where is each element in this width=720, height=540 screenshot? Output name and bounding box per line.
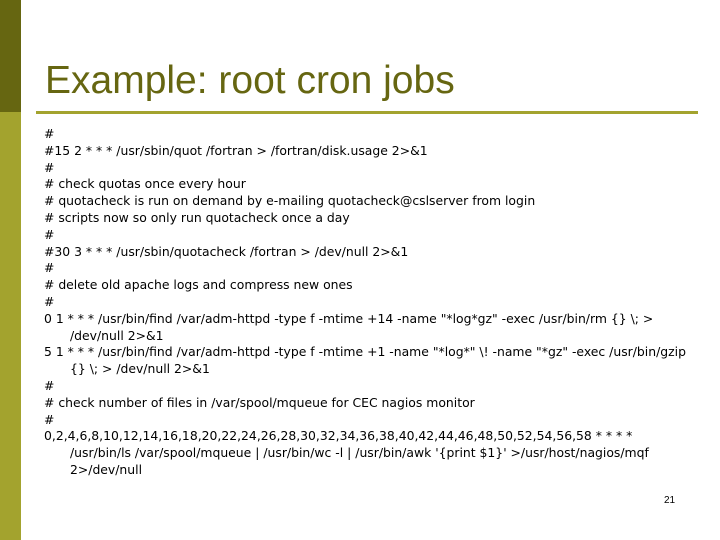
crontab-line: 0,2,4,6,8,10,12,14,16,18,20,22,24,26,28,30,32,34,36,38,40,42,44,46,48,50,52,54,56,58 * * * * /usr/bin/ls /var/spool/mqueue | /usr/bin/wc -l | /usr/bin/awk '{print $1}' >/usr/host/nagios/mqf 2>/dev/null <box>44 428 649 477</box>
sidebar-dark-segment <box>0 0 21 112</box>
crontab-line: # <box>44 411 55 427</box>
slide-title: Example: root cron jobs <box>45 59 455 102</box>
crontab-line: # <box>44 260 55 276</box>
crontab-line: # scripts now so only run quotacheck once a day <box>44 209 350 225</box>
title-divider <box>36 111 698 114</box>
crontab-line: # <box>44 159 55 175</box>
crontab-line: #15 2 * * * /usr/sbin/quot /fortran > /fortran/disk.usage 2>&1 <box>44 142 428 158</box>
crontab-listing <box>44 126 694 479</box>
sidebar-accent-bar <box>0 0 21 540</box>
crontab-line: # delete old apache logs and compress new ones <box>44 277 353 293</box>
crontab-line: 5 1 * * * /usr/bin/find /var/adm-httpd -type f -mtime +1 -name "*log*" \! -name "*gz" -exec /usr/bin/gzip {} \; > /dev/null 2>&1 <box>44 344 686 377</box>
crontab-line: # <box>44 226 55 242</box>
crontab-line: # check number of files in /var/spool/mqueue for CEC nagios monitor <box>44 394 475 410</box>
crontab-line: # <box>44 293 55 309</box>
crontab-line: # quotacheck is run on demand by e-mailing quotacheck@cslserver from login <box>44 193 536 209</box>
crontab-line: # <box>44 377 55 393</box>
crontab-line: # check quotas once every hour <box>44 176 246 192</box>
crontab-line: #30 3 * * * /usr/sbin/quotacheck /fortran > /dev/null 2>&1 <box>44 243 409 259</box>
crontab-line: 0 1 * * * /usr/bin/find /var/adm-httpd -type f -mtime +14 -name "*log*gz" -exec /usr/bin/rm {} \; > /dev/null 2>&1 <box>44 310 654 343</box>
crontab-line: # <box>44 126 55 141</box>
page-number: 21 <box>664 495 676 506</box>
